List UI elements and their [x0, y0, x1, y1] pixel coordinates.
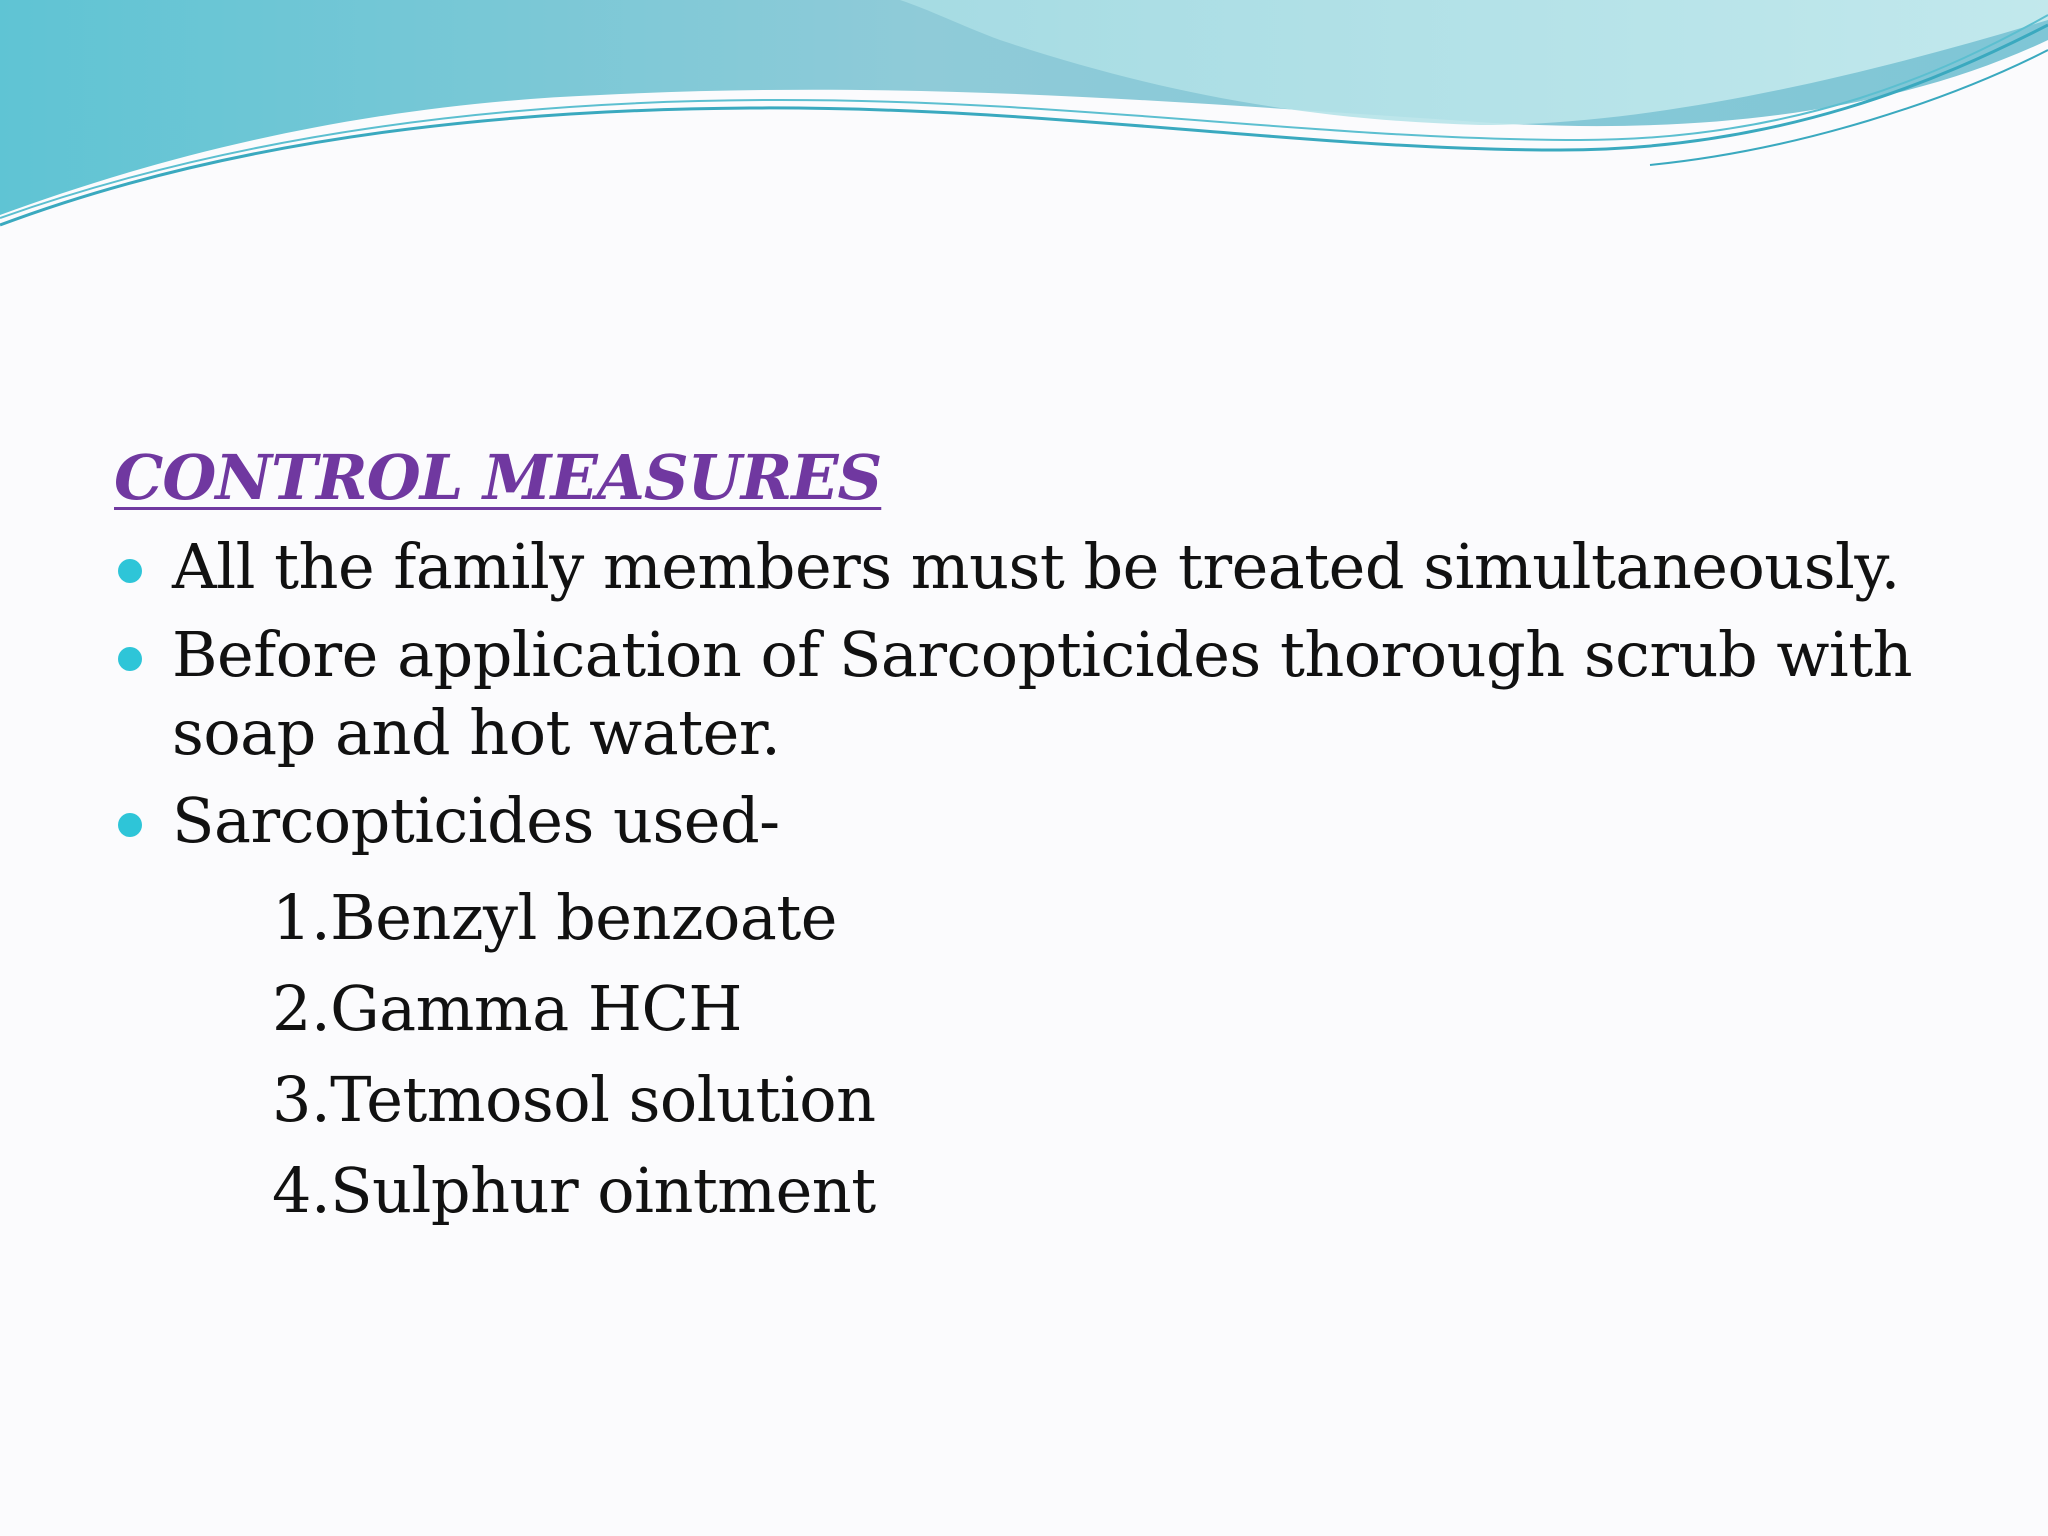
bullet-list: [114, 528, 1974, 860]
bullet-item: [114, 782, 1974, 860]
sarcopticides-list: [114, 872, 1974, 1236]
sarcopticide-item: 1.Benzyl benzoate: [272, 881, 837, 954]
bullet-dot-icon: [118, 559, 142, 583]
sarcopticide-item: 3.Tetmosol solution: [272, 1063, 876, 1136]
header-wave-decoration: [0, 0, 2048, 240]
slide-content: [114, 438, 1974, 1236]
bullet-dot-icon: [118, 647, 142, 671]
bullet-item: [114, 616, 1974, 772]
sarcopticide-item: 2.Gamma HCH: [272, 972, 742, 1045]
bullet-text: All the family members must be treated simultaneously.: [172, 530, 1900, 603]
sarcopticide-item: 4.Sulphur ointment: [272, 1154, 876, 1227]
bullet-dot-icon: [118, 813, 142, 837]
bullet-text: Sarcopticides used-: [172, 784, 780, 857]
bullet-text: Before application of Sarcopticides thorough scrub with soap and hot water.: [172, 618, 1913, 769]
bullet-item: [114, 528, 1974, 606]
slide-heading: CONTROL MEASURES: [114, 441, 882, 514]
